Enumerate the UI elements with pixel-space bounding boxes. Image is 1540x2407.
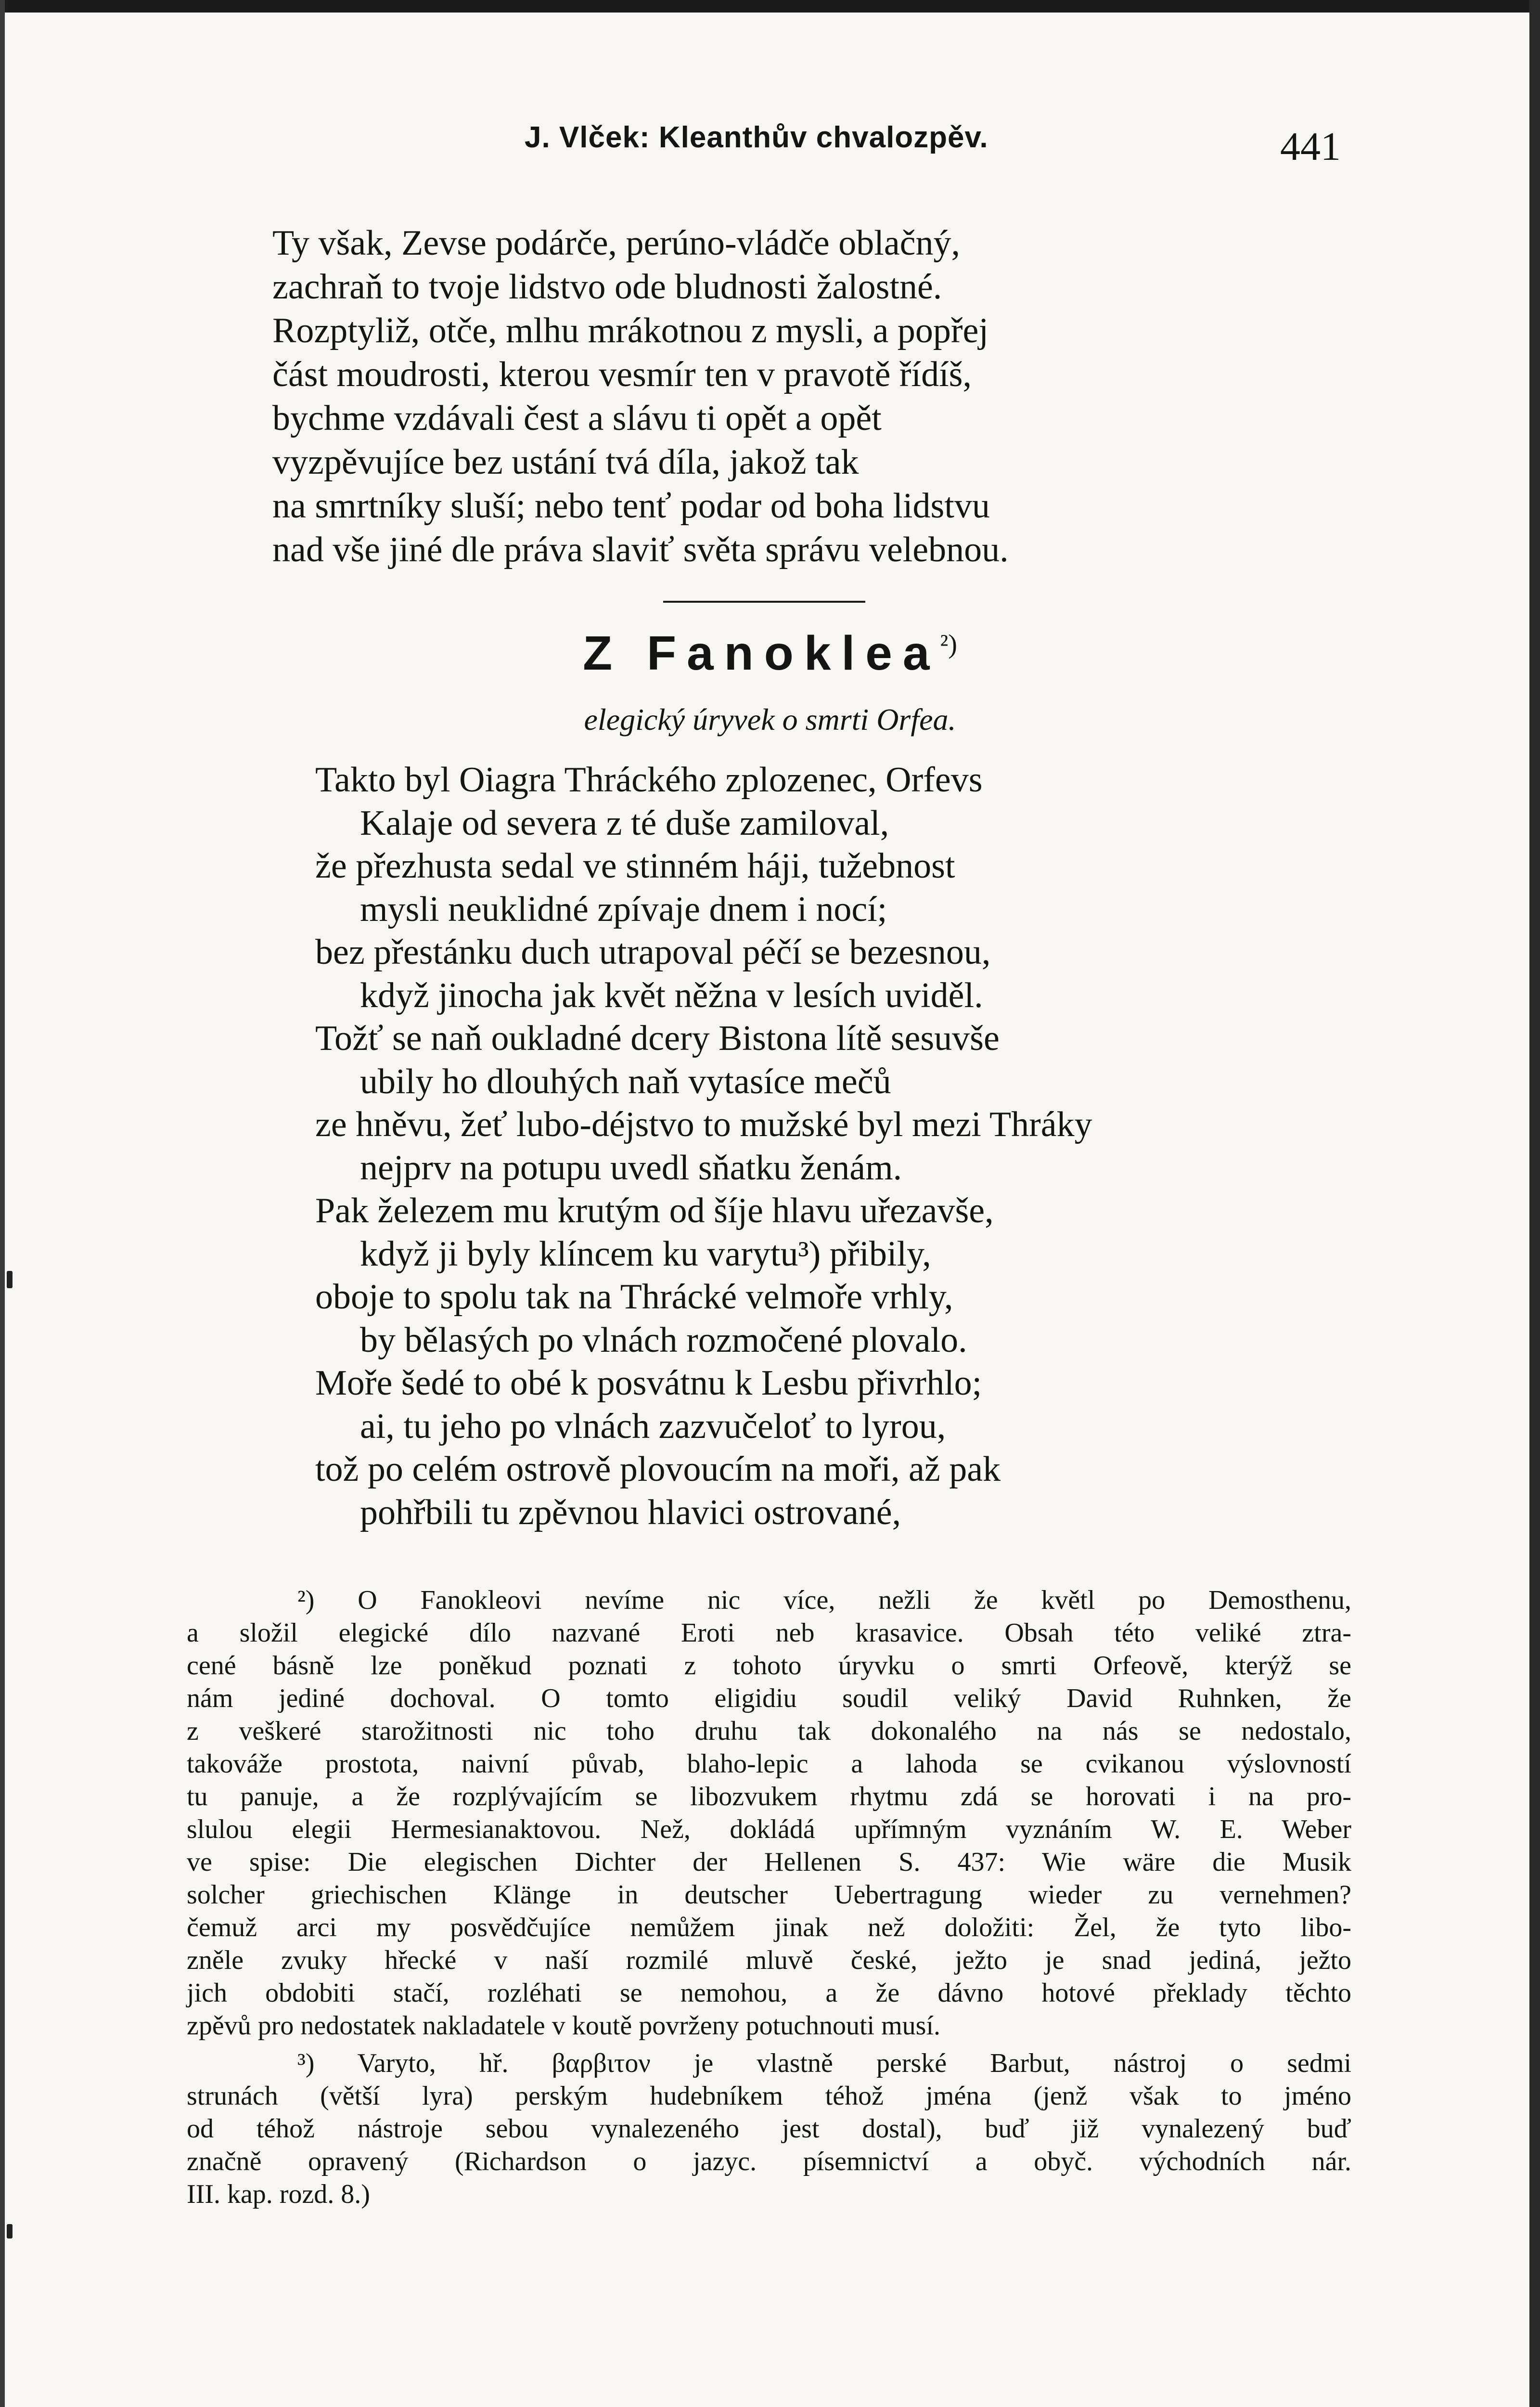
verse-line: Ty však, Zevse podárče, perúno-vládče oblačný, [272, 223, 961, 263]
footnote-line: ³) Varyto, hř. βαρβιτον je vlastně perské Barbut, nástroj o sedmi [297, 2048, 1351, 2078]
poem-line: by bělasých po vlnách rozmočené plovalo. [360, 1320, 967, 1360]
scan-right-border [1529, 0, 1540, 2407]
poem-line: ai, tu jeho po vlnách zazvučeloť to lyrou, [360, 1406, 946, 1446]
footnote-line: strunách (větší lyra) perským hudebníkem téhož jména (jenž však to jméno [187, 2081, 1351, 2111]
poem-line: ze hněvu, žeť lubo-déjstvo to mužské byl mezi Thráky [315, 1105, 1092, 1144]
footnote-marker: ²) [940, 629, 957, 660]
page-number: 441 [1280, 124, 1341, 169]
scan-binding-mark [7, 1271, 13, 1288]
section-subtitle: elegický úryvek o smrti Orfea. [584, 702, 956, 737]
poem-line: Takto byl Oiagra Thráckého zplozenec, Orfevs [315, 760, 983, 800]
poem-line: oboje to spolu tak na Thrácké velmoře vrhly, [315, 1277, 953, 1317]
elegy-poem [315, 759, 1092, 1534]
verse-line: část moudrosti, kterou vesmír ten v pravotě řídíš, [272, 355, 972, 394]
poem-line: ubily ho dlouhých naň vytasíce mečů [360, 1061, 891, 1101]
footnote-line: od téhož nástroje sebou vynalezeného jest dostal), buď již vynalezený buď [187, 2114, 1351, 2144]
section-title [0, 626, 1540, 681]
poem-line: mysli neuklidné zpívaje dnem i nocí; [360, 889, 887, 929]
poem-line: Pak železem mu krutým od šíje hlavu uřezavše, [315, 1191, 994, 1230]
poem-line: když jinocha jak květ něžna v lesích uviděl. [360, 975, 983, 1015]
poem-line: tož po celém ostrově plovoucím na moři, až pak [315, 1449, 1001, 1489]
poem-line: pohřbili tu zpěvnou hlavici ostrované, [360, 1492, 901, 1532]
section-divider [663, 601, 865, 603]
hymn-ending-stanza [272, 221, 1009, 572]
footnote-line: zněle zvuky hřecké v naší rozmilé mluvě české, ježto je snad jediná, ježto [187, 1945, 1351, 1975]
footnote-line: a složil elegické dílo nazvané Eroti neb krasavice. Obsah této veliké ztra- [187, 1618, 1351, 1648]
verse-line: nad vše jiné dle práva slaviť světa správu velebnou. [272, 530, 1009, 569]
footnotes [187, 1584, 1351, 2211]
footnote-line: jich obdobiti stačí, rozléhati se nemohou, a že dávno hotové překlady těchto [187, 1978, 1351, 2008]
verse-line: na smrtníky sluší; nebo tenť podar od boha lidstvu [272, 486, 990, 526]
verse-line: zachraň to tvoje lidstvo ode bludnosti žalostné. [272, 267, 942, 307]
footnote-line: ²) O Fanokleovi nevíme nic více, nežli že květl po Demosthenu, [297, 1585, 1351, 1615]
scan-binding-mark [7, 2224, 13, 2239]
poem-line: Kalaje od severa z té duše zamiloval, [360, 803, 889, 843]
footnote-line: solcher griechischen Klänge in deutscher Uebertragung wieder zu vernehmen? [187, 1880, 1351, 1910]
footnote-line: III. kap. rozd. 8.) [187, 2179, 370, 2209]
page-header [0, 114, 1540, 171]
footnote-line: čemuž arci my posvědčujíce nemůžem jinak než doložiti: Žel, že tyto libo- [187, 1913, 1351, 1942]
footnote-line: takovážе prostota, naivní půvab, blaho-lepic a lahoda se cvikanou výslovností [187, 1749, 1351, 1779]
footnote-line: tu panuje, a že rozplývajícím se libozvukem rhytmu zdá se horovati i na pro- [187, 1782, 1351, 1812]
scan-left-border [0, 0, 5, 2407]
footnote-line: zpěvů pro nedostatek nakladatele v koutě povrženy potuchnouti musí. [187, 2011, 941, 2041]
poem-line: že přezhusta sedal ve stinném háji, tužebnost [315, 846, 955, 886]
running-head: J. Vlček: Kleanthův chvalozpěv. [525, 121, 988, 154]
footnote-line: slulou elegii Hermesianaktovou. Než, dokládá upřímným vyznáním W. E. Weber [187, 1814, 1351, 1844]
verse-line: vyzpěvujíce bez ustání tvá díla, jakož tak [272, 442, 859, 482]
poem-line: bez přestánku duch utrapoval péčí se bezesnou, [315, 932, 991, 972]
poem-line: nejprv na potupu uvedl sňatku ženám. [360, 1148, 902, 1188]
section-title-text: Z Fanoklea [583, 626, 940, 680]
poem-line: Tožť se naň oukladné dcery Bistona lítě sesuvše [315, 1019, 1000, 1058]
verse-line: bychme vzdávali čest a slávu ti opět a opět [272, 399, 882, 438]
verse-line: Rozptyliž, otče, mlhu mrákotnou z mysli, a popřej [272, 311, 988, 350]
footnote-line: značně opravený (Richardson o jazyc. písemnictví a obyč. východních nár. [187, 2147, 1351, 2176]
poem-line: Moře šedé to obé k posvátnu k Lesbu přivrhlo; [315, 1363, 982, 1403]
footnote-line: z veškeré starožitnosti nic toho druhu tak dokonalého na nás se nedostalo, [187, 1716, 1351, 1746]
poem-line: když ji byly klíncem ku varytu³) přibily, [360, 1234, 931, 1274]
footnote-line: ve spise: Die elegischen Dichter der Hellenen S. 437: Wie wäre die Musik [187, 1847, 1351, 1877]
footnote-line: cené básně lze poněkud poznati z tohoto úryvku o smrti Orfeově, kterýž se [187, 1651, 1351, 1681]
scan-top-border [0, 0, 1540, 13]
footnote-line: nám jediné dochoval. O tomto eligidiu soudil veliký David Ruhnken, že [187, 1683, 1351, 1713]
